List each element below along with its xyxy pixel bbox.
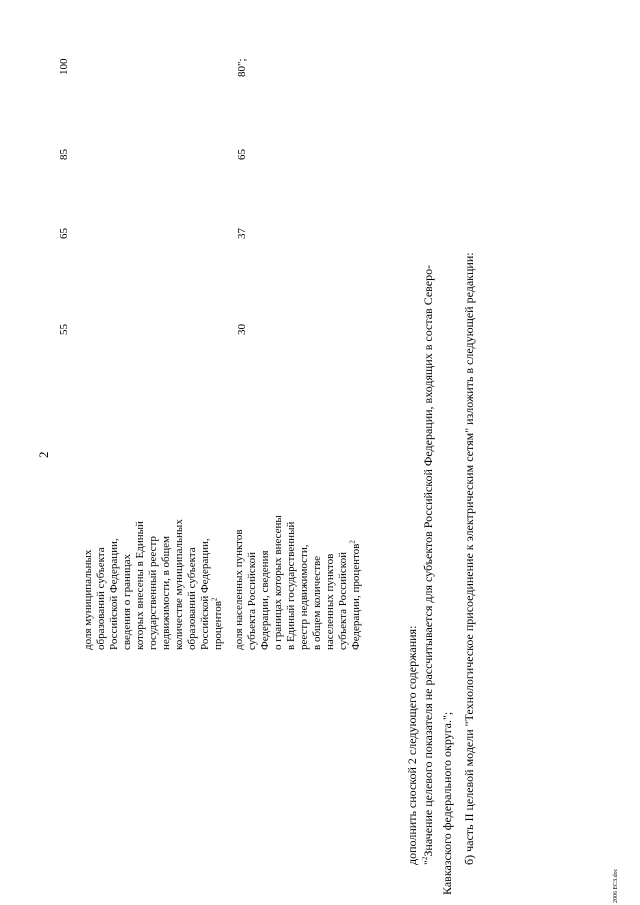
page-number: 2 [36,451,51,458]
row-2-label-line: населенных пунктов [324,553,336,650]
row-1-label-line: недвижимости, в общем [160,536,172,650]
row-1-label-last: процентов [212,601,224,650]
row-1-label [82,490,225,650]
row-1-label-line: которых внесены в Единый [134,521,146,650]
row-1-value-1: 55 [58,324,70,335]
row-2-label-line: Федерации, сведения [259,550,271,650]
footnote-text: Значение целевого показателя не рассчитывается для субъектов Российской Федерации, входящих в состав Северо- [421,264,435,857]
row-2-value-3: 65 [236,149,248,160]
row-2-label-line: реестр недвижимости, [298,544,310,650]
row-1-label-line: Российской Федерации, [108,538,120,650]
row-2-label-line: в Единый государственный [285,521,297,650]
open-quote: " [421,860,435,865]
document-code: 2006 ЕСЗ.doc [613,868,619,903]
row-2-value-2: 37 [236,228,248,239]
row-1-value-4: 100 [58,58,70,75]
row-1-label-line: образований субъекта [186,547,198,650]
paragraph-footnote-text-line-1 [421,35,435,865]
row-2-label [233,490,363,650]
footnote-ref: 2 [210,597,219,602]
row-1-label-line: количестве муниципальных [173,519,185,650]
row-1-label-line: Российской Федерации, [199,538,211,650]
row-2-label-line: субъекта Российской [246,552,258,650]
row-2-label-last: Федерации, процентов [350,543,362,650]
row-2-label-line: субъекта Российской [337,552,349,650]
row-1-label-line: доля муниципальных [82,549,94,650]
row-2-label-line: доля населенных пунктов [233,529,245,650]
row-2-label-line: о границах которых внесены [272,515,284,650]
row-1-label-line: государственный реестр [147,536,159,650]
footnote-ref: 2 [348,540,357,544]
row-2-value-4-suffix: "; [236,58,248,66]
row-1-value-3: 85 [58,149,70,160]
footnote-marker: 2 [421,856,429,861]
row-2-value-4-number: 80 [236,66,248,77]
row-1-label-line: сведения о границах [121,554,133,650]
paragraph-add-footnote: дополнить сноской 2 следующего содержания: [405,625,419,865]
paragraph-footnote-text-line-2: Кавказского федерального округа."; [440,711,454,895]
row-2-label-line [350,490,363,650]
row-2-value-1: 30 [236,324,248,335]
row-1-label-line: образований субъекта [95,547,107,650]
row-2-value-4 [236,58,248,77]
row-1-label-line [212,490,225,650]
row-1-value-2: 65 [58,228,70,239]
paragraph-part-two: б) часть II целевой модели "Технологическое присоединение к электрическим сетям" изложить в следующей редакции: [462,252,476,865]
row-2-label-line: в общем количестве [311,555,323,650]
